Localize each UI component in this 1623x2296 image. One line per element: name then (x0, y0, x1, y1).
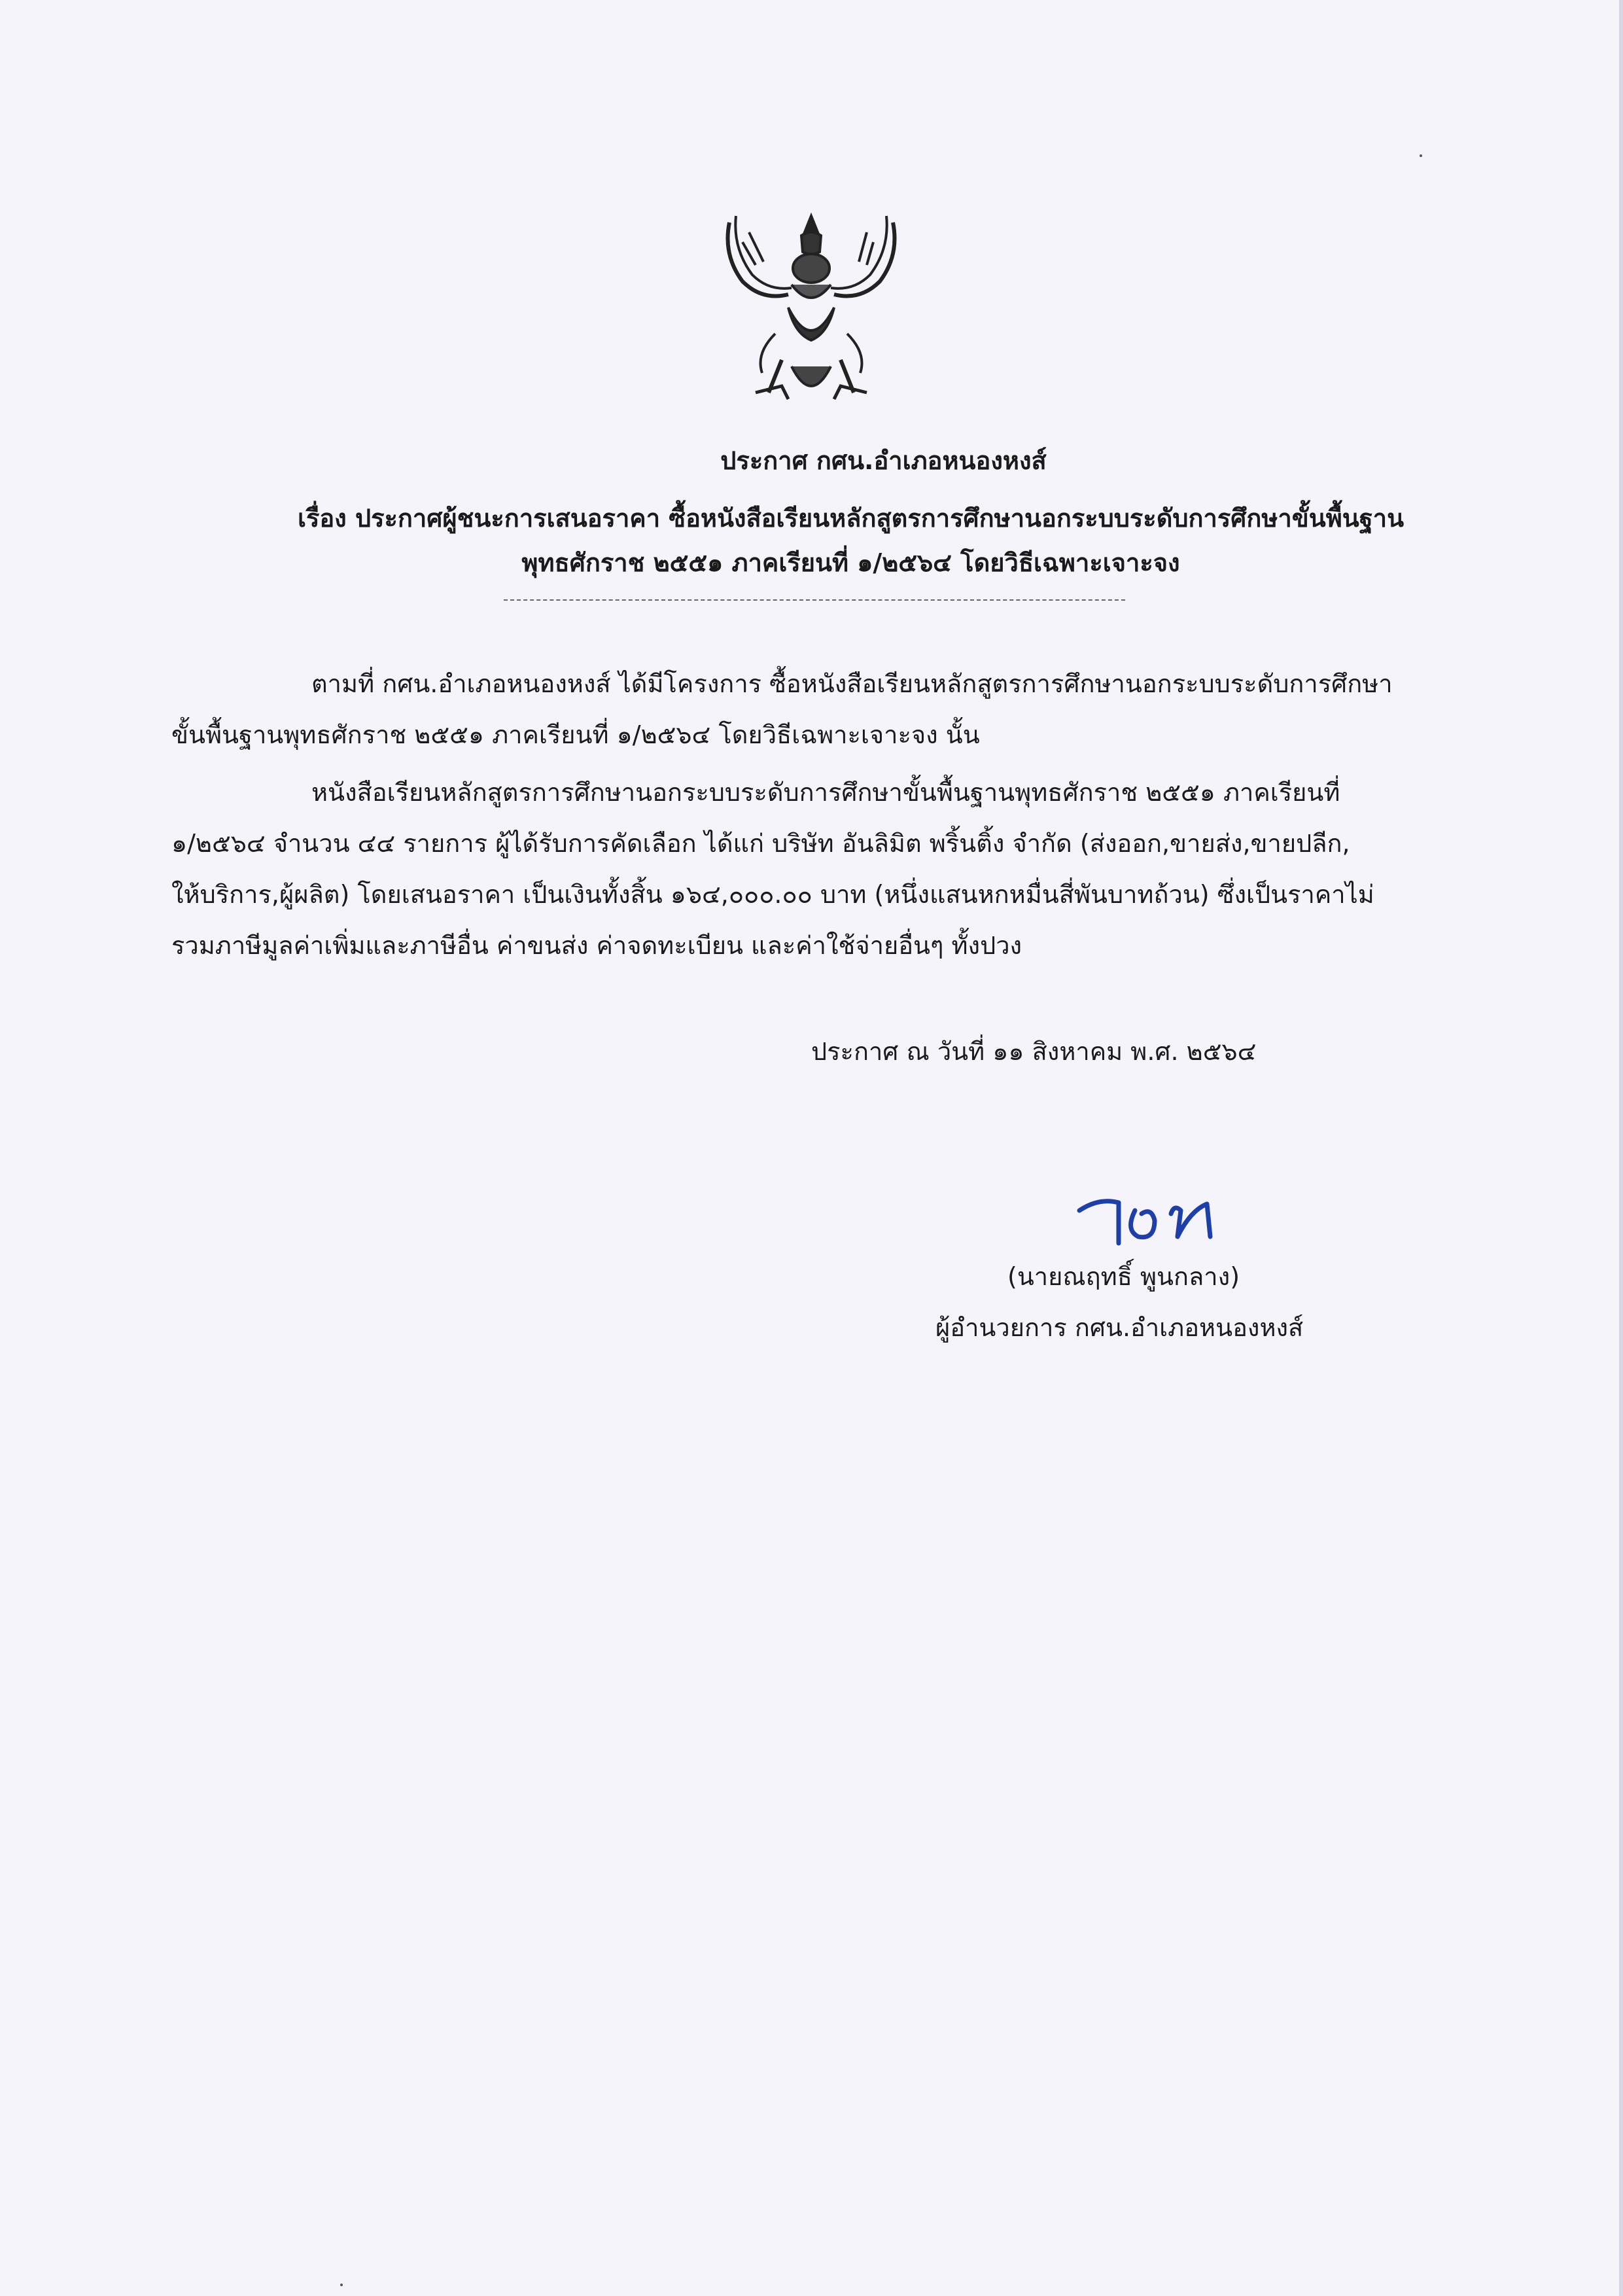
body-paragraph-2-line-1: หนังสือเรียนหลักสูตรการศึกษานอกระบบระดับการศึกษาขั้นพื้นฐานพุทธศักราช ๒๕๕๑ ภาคเรียนที่ (311, 778, 1340, 807)
scan-speck (340, 2284, 343, 2286)
body-paragraph-2-line-4: รวมภาษีมูลค่าเพิ่มและภาษีอื่น ค่าขนส่ง ค่าจดทะเบียน และค่าใช้จ่ายอื่นๆ ทั้งปวง (171, 931, 1022, 960)
signatory-title: ผู้อำนวยการ กศน.อำเภอหนองหงส์ (935, 1313, 1304, 1342)
header-divider (504, 599, 1125, 601)
scan-speck (1420, 154, 1422, 157)
body-paragraph-2-line-2: ๑/๒๕๖๔ จำนวน ๔๔ รายการ ผู้ได้รับการคัดเลือก ได้แก่ บริษัท อันลิมิต พริ้นติ้ง จำกัด (ส่งออก,ขายส่ง,ขายปลีก, (171, 829, 1350, 858)
handwritten-signature (1073, 1184, 1230, 1256)
body-paragraph-2-line-3: ให้บริการ,ผู้ผลิต) โดยเสนอราคา เป็นเงินทั้งสิ้น ๑๖๔,๐๐๐.๐๐ บาท (หนึ่งแสนหกหมื่นสี่พันบาทถ้วน) ซึ่งเป็นราคาไม่ (171, 880, 1374, 909)
scan-edge-shadow (1619, 0, 1623, 2296)
garuda-emblem (716, 203, 906, 412)
signatory-name: (นายณฤทธิ์ พูนกลาง) (1007, 1262, 1240, 1291)
announcement-date: ประกาศ ณ วันที่ ๑๑ สิงหาคม พ.ศ. ๒๕๖๔ (811, 1037, 1257, 1066)
announcement-subject-cont: พุทธศักราช ๒๕๕๑ ภาคเรียนที่ ๑/๒๕๖๔ โดยวิธีเฉพาะเจาะจง (521, 548, 1180, 577)
body-paragraph-1-line-1: ตามที่ กศน.อำเภอหนองหงส์ ได้มีโครงการ ซื้อหนังสือเรียนหลักสูตรการศึกษานอกระบบระดับการศึกษา (311, 669, 1393, 698)
body-paragraph-1-line-2: ขั้นพื้นฐานพุทธศักราช ๒๕๕๑ ภาคเรียนที่ ๑/๒๕๖๔ โดยวิธีเฉพาะเจาะจง นั้น (171, 720, 980, 749)
announcement-title: ประกาศ กศน.อำเภอหนองหงส์ (720, 446, 1047, 475)
announcement-subject: เรื่อง ประกาศผู้ชนะการเสนอราคา ซื้อหนังสือเรียนหลักสูตรการศึกษานอกระบบระดับการศึกษาขั้นพื้นฐาน (297, 504, 1405, 533)
